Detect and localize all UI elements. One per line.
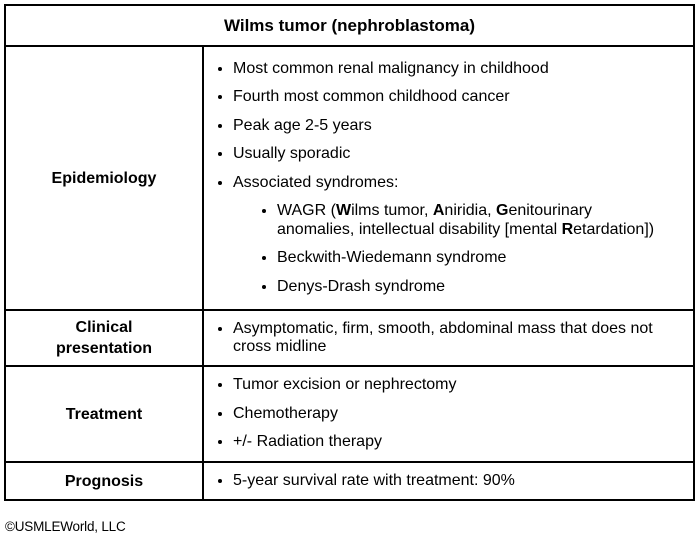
row-label-text: Treatment <box>65 405 143 423</box>
bullet-item: • Fourth most common childhood cancer <box>233 88 693 107</box>
table-row-clinical-presentation <box>5 310 694 366</box>
table-row-epidemiology <box>5 46 694 310</box>
bullet-item: • Associated syndromes: • WAGR (Wilms tumor, Aniridia, Genitourinary anomalies, intellectual disability [mental Retardation]) • Beckwith-Wiedemann syndrome • Denys-Drash syndrome <box>233 174 693 297</box>
bullet-item: • Asymptomatic, firm, smooth, abdominal mass that does not cross midline <box>233 320 693 357</box>
bullet-item: • +/- Radiation therapy <box>233 433 693 452</box>
bullet-item: • 5-year survival rate with treatment: 90% <box>233 472 693 491</box>
bullet-item: • Tumor excision or nephrectomy <box>233 376 693 395</box>
row-label-clinical-presentation <box>5 310 203 366</box>
bullet-item: • Chemotherapy <box>233 405 693 424</box>
sub-bullet-item: • Beckwith-Wiedemann syndrome <box>277 249 693 268</box>
row-label-prognosis <box>5 462 203 500</box>
sub-bullet-item: • WAGR (Wilms tumor, Aniridia, Genitourinary anomalies, intellectual disability [mental Retardation]) <box>277 202 693 239</box>
bullet-list-treatment <box>204 376 693 452</box>
bullet-list-clinical-presentation <box>204 320 693 357</box>
sub-bullet-item: • Denys-Drash syndrome <box>277 278 693 297</box>
row-content-clinical-presentation <box>203 310 694 366</box>
row-label-text: Prognosis <box>64 472 144 490</box>
table-title: Wilms tumor (nephroblastoma) <box>5 5 694 46</box>
row-label-treatment <box>5 366 203 462</box>
bullet-item: • Peak age 2-5 years <box>233 117 693 136</box>
bullet-item: • Most common renal malignancy in childhood <box>233 60 693 79</box>
bullet-list-epidemiology <box>204 60 693 297</box>
row-label-epidemiology <box>5 46 203 310</box>
bullet-list-prognosis <box>204 472 693 491</box>
row-content-epidemiology <box>203 46 694 310</box>
copyright-text: ©USMLEWorld, LLC <box>5 519 126 534</box>
sub-bullet-list <box>233 202 693 296</box>
row-content-treatment <box>203 366 694 462</box>
row-label-text: Clinical presentation <box>55 319 152 357</box>
table-row-prognosis <box>5 462 694 500</box>
wilms-tumor-table <box>4 4 695 501</box>
table-row-title <box>5 5 694 46</box>
row-label-text: Epidemiology <box>51 169 157 187</box>
bullet-item: • Usually sporadic <box>233 145 693 164</box>
table-row-treatment <box>5 366 694 462</box>
row-content-prognosis <box>203 462 694 500</box>
